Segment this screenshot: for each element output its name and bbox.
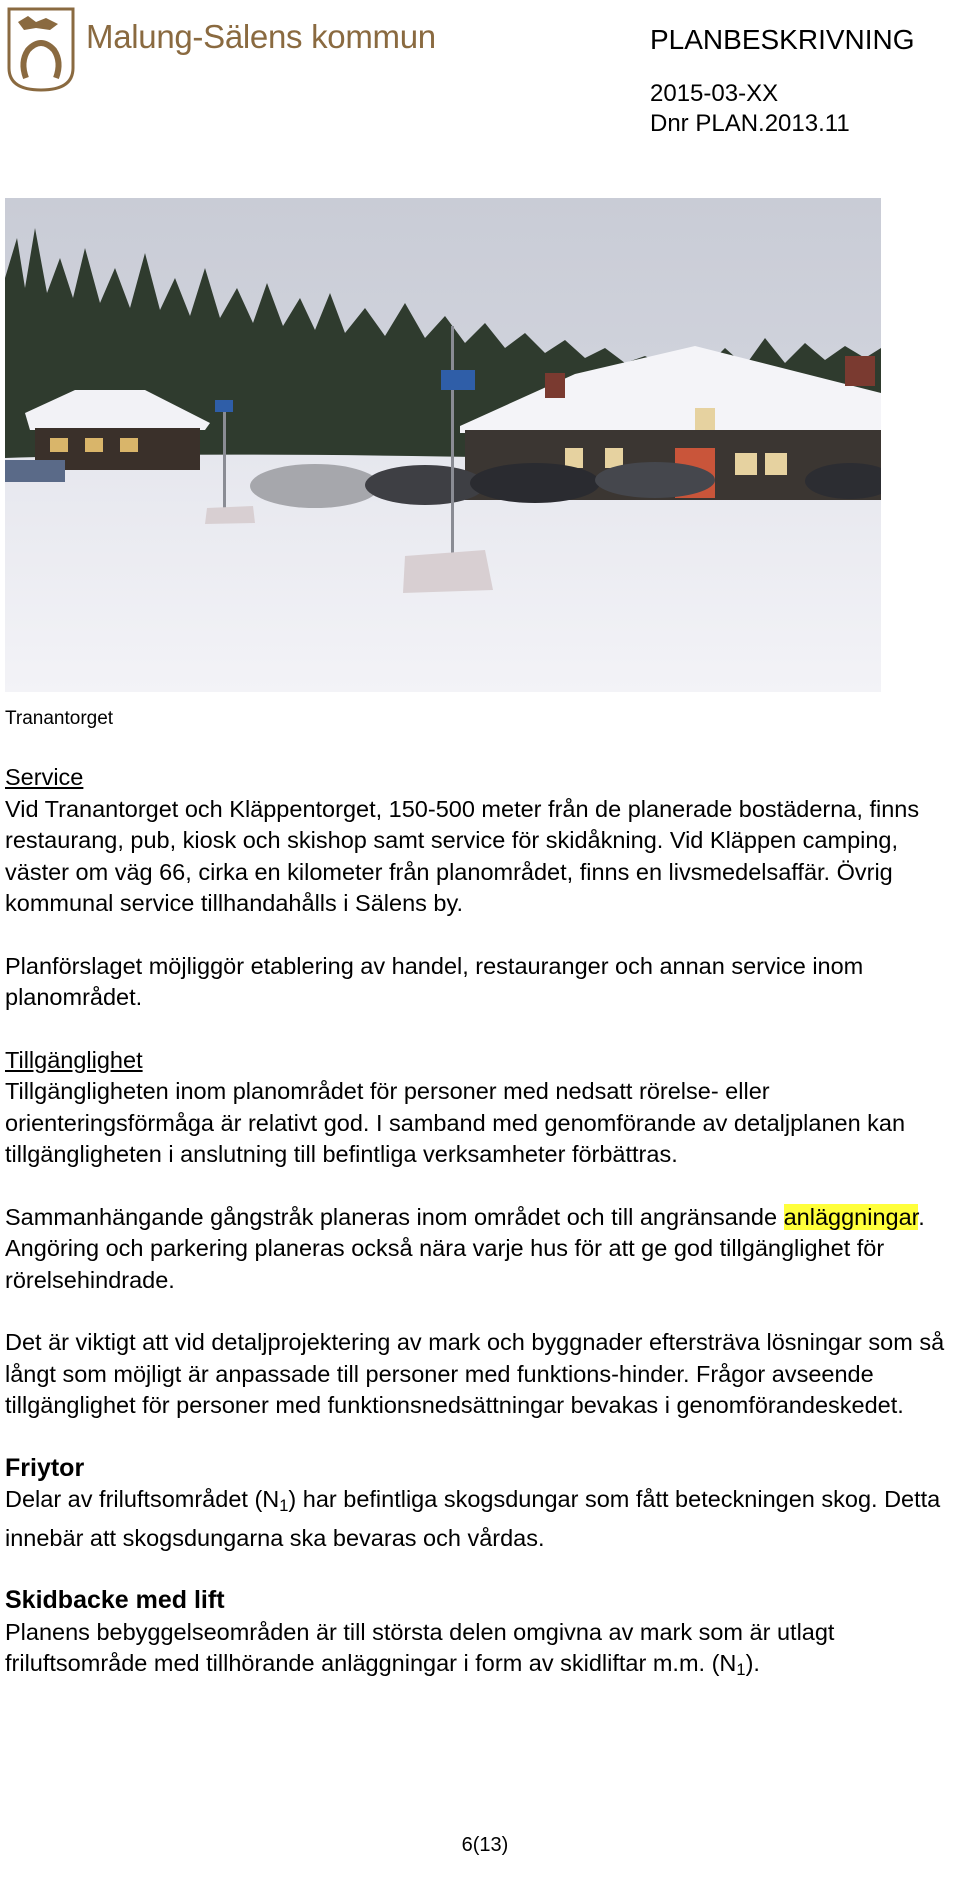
friytor-paragraph [5, 1484, 955, 1554]
friytor-paragraph-start: Delar av friluftsområdet (N [5, 1486, 280, 1512]
document-number: Dnr PLAN.2013.11 [650, 110, 850, 137]
page-number: 6(13) [461, 1834, 509, 1856]
friytor-subscript: 1 [279, 1497, 289, 1516]
accessibility-heading: Tillgänglighet [5, 1046, 143, 1073]
accessibility-paragraph-2 [5, 1202, 955, 1297]
service-paragraph-1: Vid Tranantorget och Kläppentorget, 150-500 meter från de planerade bostäderna, finns restaurang, pub, kiosk och skishop samt service för skidåkning. Vid Kläppen camping, väster om väg 66, cirka en kilometer från planområdet, finns en livsmedelsaffär. Övrig kommunal service tillhandahålls i Sälens by. [5, 795, 920, 916]
horseshoe-logo-icon [6, 6, 76, 92]
accessibility-paragraph-1: Tillgängligheten inom planområdet för personer med nedsatt rörelse- eller orienteringsförmåga är relativt god. I samband med genomförande av detaljplanen kan tillgängligheten i anslutning till befintliga verksamheter förbättras. [5, 1078, 906, 1167]
photo-tranantorget [5, 198, 881, 692]
accessibility-paragraph-2-end: . Angöring och parkering planeras också nära varje hus för att ge god tillgänglighet för rörelsehindrade. [5, 1203, 925, 1293]
logo-text: Malung-Sälens kommun [86, 18, 436, 55]
friytor-paragraph-end: ) har befintliga skogsdungar som fått beteckningen skog. Detta innebär att skogsdungarna ska bevaras och vårdas. [5, 1486, 941, 1551]
accessibility-paragraph-2-start: Sammanhängande gångstråk planeras inom området och till angränsande [5, 1203, 784, 1230]
ski-subscript: 1 [736, 1661, 746, 1680]
ski-heading: Skidbacke med lift [5, 1586, 225, 1615]
service-heading: Service [5, 764, 84, 790]
document-date: 2015-03-XX [650, 80, 779, 107]
winter-square-photo [5, 198, 881, 692]
municipality-logo [6, 6, 76, 92]
ski-paragraph-end: ). [745, 1650, 760, 1677]
highlighted-word: anläggningar [783, 1203, 919, 1230]
ski-paragraph-start: Planens bebyggelseområden är till största delen omgivna av mark som är utlagt friluftsområde med tillhörande anläggningar i form av skidliftar m.m. (N [5, 1618, 835, 1677]
document-title: PLANBESKRIVNING [650, 24, 915, 55]
friytor-heading: Friytor [5, 1453, 85, 1482]
page-header [0, 0, 960, 137]
service-paragraph-2: Planförslaget möjliggör etablering av handel, restauranger och annan service inom planområdet. [5, 952, 864, 1010]
document-body [5, 762, 955, 1687]
photo-caption: Tranantorget [5, 708, 114, 729]
accessibility-paragraph-3: Det är viktigt att vid detaljprojektering av mark och byggnader eftersträva lösningar som så långt som möjligt är anpassade till personer med funktions-hinder. Frågor avseende tillgänglighet för personer med funktionsnedsättningar bevakas i genomförandeskedet. [5, 1329, 945, 1418]
ski-paragraph [5, 1617, 955, 1687]
